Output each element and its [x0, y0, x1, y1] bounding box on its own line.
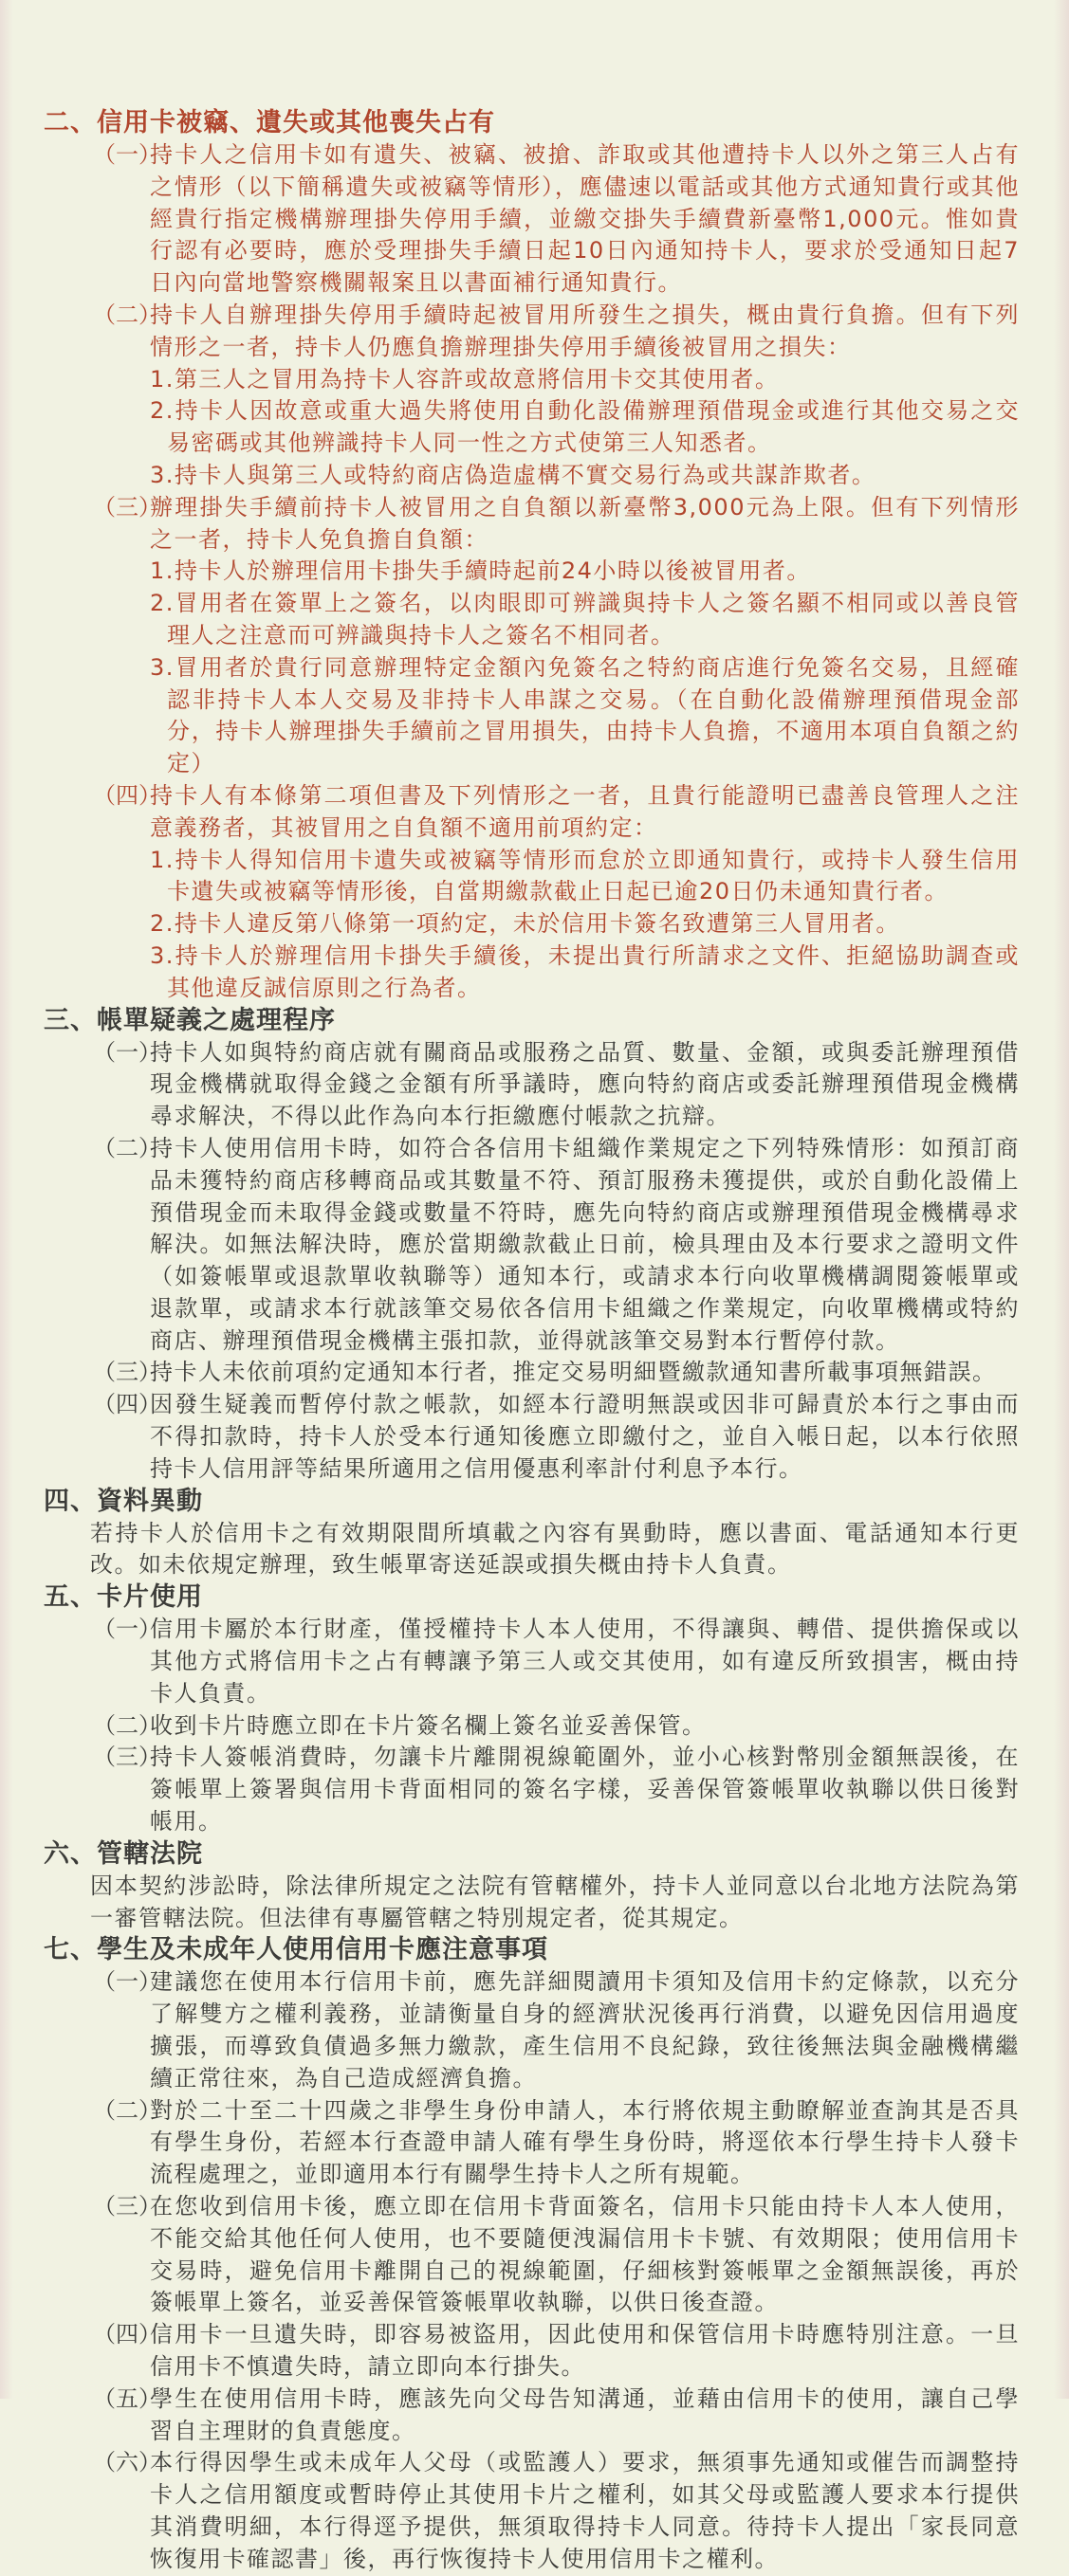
- section: [0, 1486, 1069, 1582]
- clause-item: [93, 139, 1020, 300]
- section-heading: 三、帳單疑義之處理程序: [44, 1005, 336, 1035]
- clause-item: [93, 300, 1020, 364]
- clause-marker: （三）: [93, 1744, 161, 1771]
- section-heading: 二、信用卡被竊、遺失或其他喪失占有: [44, 108, 495, 137]
- clause-item: [93, 1966, 1020, 2094]
- clause-marker: （三）: [93, 1359, 161, 1386]
- clause-marker: （二）: [93, 301, 161, 328]
- clause-item: [93, 2095, 1020, 2191]
- clause-marker: （一）: [93, 1968, 161, 1996]
- sub-clause: 2.持卡人違反第八條第一項約定，未於信用卡簽名致遭第三人冒用者。: [150, 910, 900, 938]
- section: [0, 1934, 1069, 2575]
- clause-marker: （二）: [93, 1134, 161, 1161]
- sub-clause: 3.持卡人於辦理信用卡掛失手續後，未提出貴行所請求之文件、拒絕協助調查或其他違反誠信原則之行為者。: [150, 941, 1020, 1001]
- clause-text: 在您收到信用卡後，應立即在信用卡背面簽名，信用卡只能由持卡人本人使用，不能交給其他任何人使用，也不要隨便洩漏信用卡卡號、有效期限；使用信用卡交易時，避免信用卡離開自己的視線範圍，仔細核對簽帳單之金額無誤後，再於簽帳單上簽名，並妥善保管簽帳單收執聯，以供日後查證。: [150, 2193, 1020, 2316]
- clause-item: [93, 2319, 1020, 2384]
- clause-text: 本行得因學生或未成年人父母（或監護人）要求，無須事先通知或催告而調整持卡人之信用額度或暫時停止其使用卡片之權利，如其父母或監護人要求本行提供其消費明細，本行得逕予提供，無須取得持卡人同意。待持卡人提出「家長同意恢復用卡確認書」後，再行恢復持卡人使用信用卡之權利。: [150, 2449, 1020, 2572]
- clause-text: 持卡人有本條第二項但書及下列情形之一者，且貴行能證明已盡善良管理人之注意義務者，其被冒用之自負額不適用前項約定：: [150, 781, 1020, 841]
- clause-marker: （四）: [93, 1391, 161, 1418]
- sub-clause: 1.持卡人得知信用卡遺失或被竊等情形而怠於立即通知貴行，或持卡人發生信用卡遺失或被竊等情形後，自當期繳款截止日起已逾20日仍未通知貴行者。: [150, 846, 1020, 905]
- clause-marker: （三）: [93, 2193, 161, 2220]
- clause-text: 因發生疑義而暫停付款之帳款，如經本行證明無誤或因非可歸責於本行之事由而不得扣款時，持卡人於受本行通知後應立即繳付之，並自入帳日起，以本行依照持卡人信用評等結果所適用之信用優惠利率計付利息予本行。: [150, 1391, 1020, 1482]
- clause-item: [93, 492, 1020, 557]
- clause-text: 對於二十至二十四歲之非學生身份申請人，本行將依規主動瞭解並查詢其是否具有學生身份，若經本行查證申請人確有學生身份時，將逕依本行學生持卡人發卡流程處理之，並即適用本行有關學生持卡人之所有規範。: [150, 2096, 1020, 2188]
- section-heading: 七、學生及未成年人使用信用卡應注意事項: [44, 1935, 548, 1965]
- clause-text: 信用卡一旦遺失時，即容易被盜用，因此使用和保管信用卡時應特別注意。一旦信用卡不慎遺失時，請立即向本行掛失。: [150, 2321, 1020, 2380]
- clause-item: [93, 1614, 1020, 1709]
- section: [0, 107, 1069, 1005]
- clause-text: 持卡人使用信用卡時，如符合各信用卡組織作業規定之下列特殊情形：如預訂商品未獲特約商店移轉商品或其數量不符、預訂服務未獲提供，或於自動化設備上預借現金而未取得金錢或數量不符時，應先向特約商店或辦理預借現金機構尋求解決。如無法解決時，應於當期繳款截止日前，檢具理由及本行要求之證明文件（如簽帳單或退款單收執聯等）通知本行，或請求本行向收單機構調閱簽帳單或退款單，或請求本行就該筆交易依各信用卡組織之作業規定，向收單機構或特約商店、辦理預借現金機構主張扣款，並得就該筆交易對本行暫停付款。: [150, 1134, 1020, 1354]
- section-heading: 六、管轄法院: [44, 1838, 203, 1869]
- clause-text: 辦理掛失手續前持卡人被冒用之自負額以新臺幣3,000元為上限。但有下列情形之一者，持卡人免負擔自負額：: [150, 493, 1020, 553]
- clause-marker: （六）: [93, 2449, 161, 2476]
- clause-text: 持卡人之信用卡如有遺失、被竊、被搶、詐取或其他遭持卡人以外之第三人占有之情形（以下簡稱遺失或被竊等情形），應儘速以電話或其他方式通知貴行或其他經貴行指定機構辦理掛失停用手續，並繳交掛失手續費新臺幣1,000元。惟如貴行認有必要時，應於受理掛失手續日起10日內通知持卡人，要求於受通知日起7日內向當地警察機關報案且以書面補行通知貴行。: [150, 141, 1020, 297]
- clause-item: [93, 2447, 1020, 2575]
- clause-text: 建議您在使用本行信用卡前，應先詳細閱讀用卡須知及信用卡約定條款，以充分了解雙方之權利義務，並請衡量自身的經濟狀況後再行消費，以避免因信用過度擴張，而導致負債過多無力繳款，產生信用不良紀錄，致往後無法與金融機構繼續正常往來，為自己造成經濟負擔。: [150, 1968, 1020, 2092]
- sub-clause: 1.持卡人於辦理信用卡掛失手續時起前24小時以後被冒用者。: [150, 557, 811, 585]
- clause-item: [93, 1037, 1020, 1133]
- clause-marker: （二）: [93, 1711, 161, 1739]
- clause-item: [93, 1133, 1020, 1358]
- clause-marker: （一）: [93, 1038, 161, 1066]
- clause-marker: （三）: [93, 493, 161, 521]
- clause-item: [93, 1389, 1020, 1485]
- clause-text: 學生在使用信用卡時，應該先向父母告知溝通，並藉由信用卡的使用，讓自己學習自主理財的負責態度。: [150, 2384, 1020, 2444]
- clause-marker: （二）: [93, 2096, 161, 2124]
- clause-text: 持卡人簽帳消費時，勿讓卡片離開視線範圍外，並小心核對幣別金額無誤後，在簽帳單上簽署與信用卡背面相同的簽名字樣，妥善保管簽帳單收執聯以供日後對帳用。: [150, 1744, 1020, 1836]
- clause-marker: （四）: [93, 2321, 161, 2348]
- clause-item: [93, 2191, 1020, 2319]
- clause-marker: （四）: [93, 781, 161, 809]
- clause-text: 持卡人自辦理掛失停用手續時起被冒用所發生之損失，概由貴行負擔。但有下列情形之一者，持卡人仍應負擔辦理掛失停用手續後被冒用之損失：: [150, 301, 1020, 360]
- sub-clause: 2.持卡人因故意或重大過失將使用自動化設備辦理預借現金或進行其他交易之交易密碼或其他辨識持卡人同一性之方式使第三人知悉者。: [150, 397, 1020, 457]
- sub-clause: 3.冒用者於貴行同意辦理特定金額內免簽名之特約商店進行免簽名交易，且經確認非持卡人本人交易及非持卡人串謀之交易。（在自動化設備辦理預借現金部分，持卡人辦理掛失手續前之冒用損失，由持卡人負擔，不適用本項自負額之約定）: [150, 653, 1020, 777]
- clause-item: [93, 1742, 1020, 1837]
- clause-marker: （一）: [93, 141, 161, 168]
- section: [0, 1581, 1069, 1838]
- clause-item: [93, 780, 1020, 845]
- clause-item: [93, 1710, 1020, 1743]
- section-heading: 五、卡片使用: [44, 1582, 203, 1613]
- clause-text: 信用卡屬於本行財產，僅授權持卡人本人使用，不得讓與、轉借、提供擔保或以其他方式將信用卡之占有轉讓予第三人或交其使用，如有違反所致損害，概由持卡人負責。: [150, 1616, 1020, 1707]
- clause-text: 收到卡片時應立即在卡片簽名欄上簽名並妥善保管。: [150, 1711, 707, 1739]
- sub-clause: 3.持卡人與第三人或特約商店偽造虛構不實交易行為或共謀詐欺者。: [150, 461, 876, 488]
- sub-clause: 2.冒用者在簽單上之簽名，以肉眼即可辨識與持卡人之簽名顯不相同或以善良管理人之注意而可辨識與持卡人之簽名不相同者。: [150, 590, 1020, 649]
- clause-text: 持卡人如與特約商店就有關商品或服務之品質、數量、金額，或與委託辦理預借現金機構就取得金錢之金額有所爭議時，應向特約商店或委託辦理預借現金機構尋求解決，不得以此作為向本行拒繳應付帳款之抗辯。: [150, 1038, 1020, 1130]
- clause-marker: （一）: [93, 1616, 161, 1643]
- clause-marker: （五）: [93, 2384, 161, 2412]
- section: [0, 1838, 1069, 1935]
- section: [0, 1005, 1069, 1486]
- sub-clause: 1.第三人之冒用為持卡人容許或故意將信用卡交其使用者。: [150, 365, 780, 393]
- section-paragraph: 若持卡人於信用卡之有效期限間所填載之內容有異動時，應以書面、電話通知本行更改。如未依規定辦理，致生帳單寄送延誤或損失概由持卡人負責。: [90, 1519, 1020, 1579]
- section-paragraph: 因本契約涉訟時，除法律所規定之法院有管轄權外，持卡人並同意以台北地方法院為第一審管轄法院。但法律有專屬管轄之特別規定者，從其規定。: [90, 1872, 1020, 1931]
- clause-text: 持卡人未依前項約定通知本行者，推定交易明細暨繳款通知書所載事項無錯誤。: [150, 1359, 997, 1386]
- clause-item: [93, 1357, 1020, 1389]
- section-heading: 四、資料異動: [44, 1486, 203, 1516]
- terms-document: [0, 107, 1069, 2576]
- clause-item: [93, 2384, 1020, 2448]
